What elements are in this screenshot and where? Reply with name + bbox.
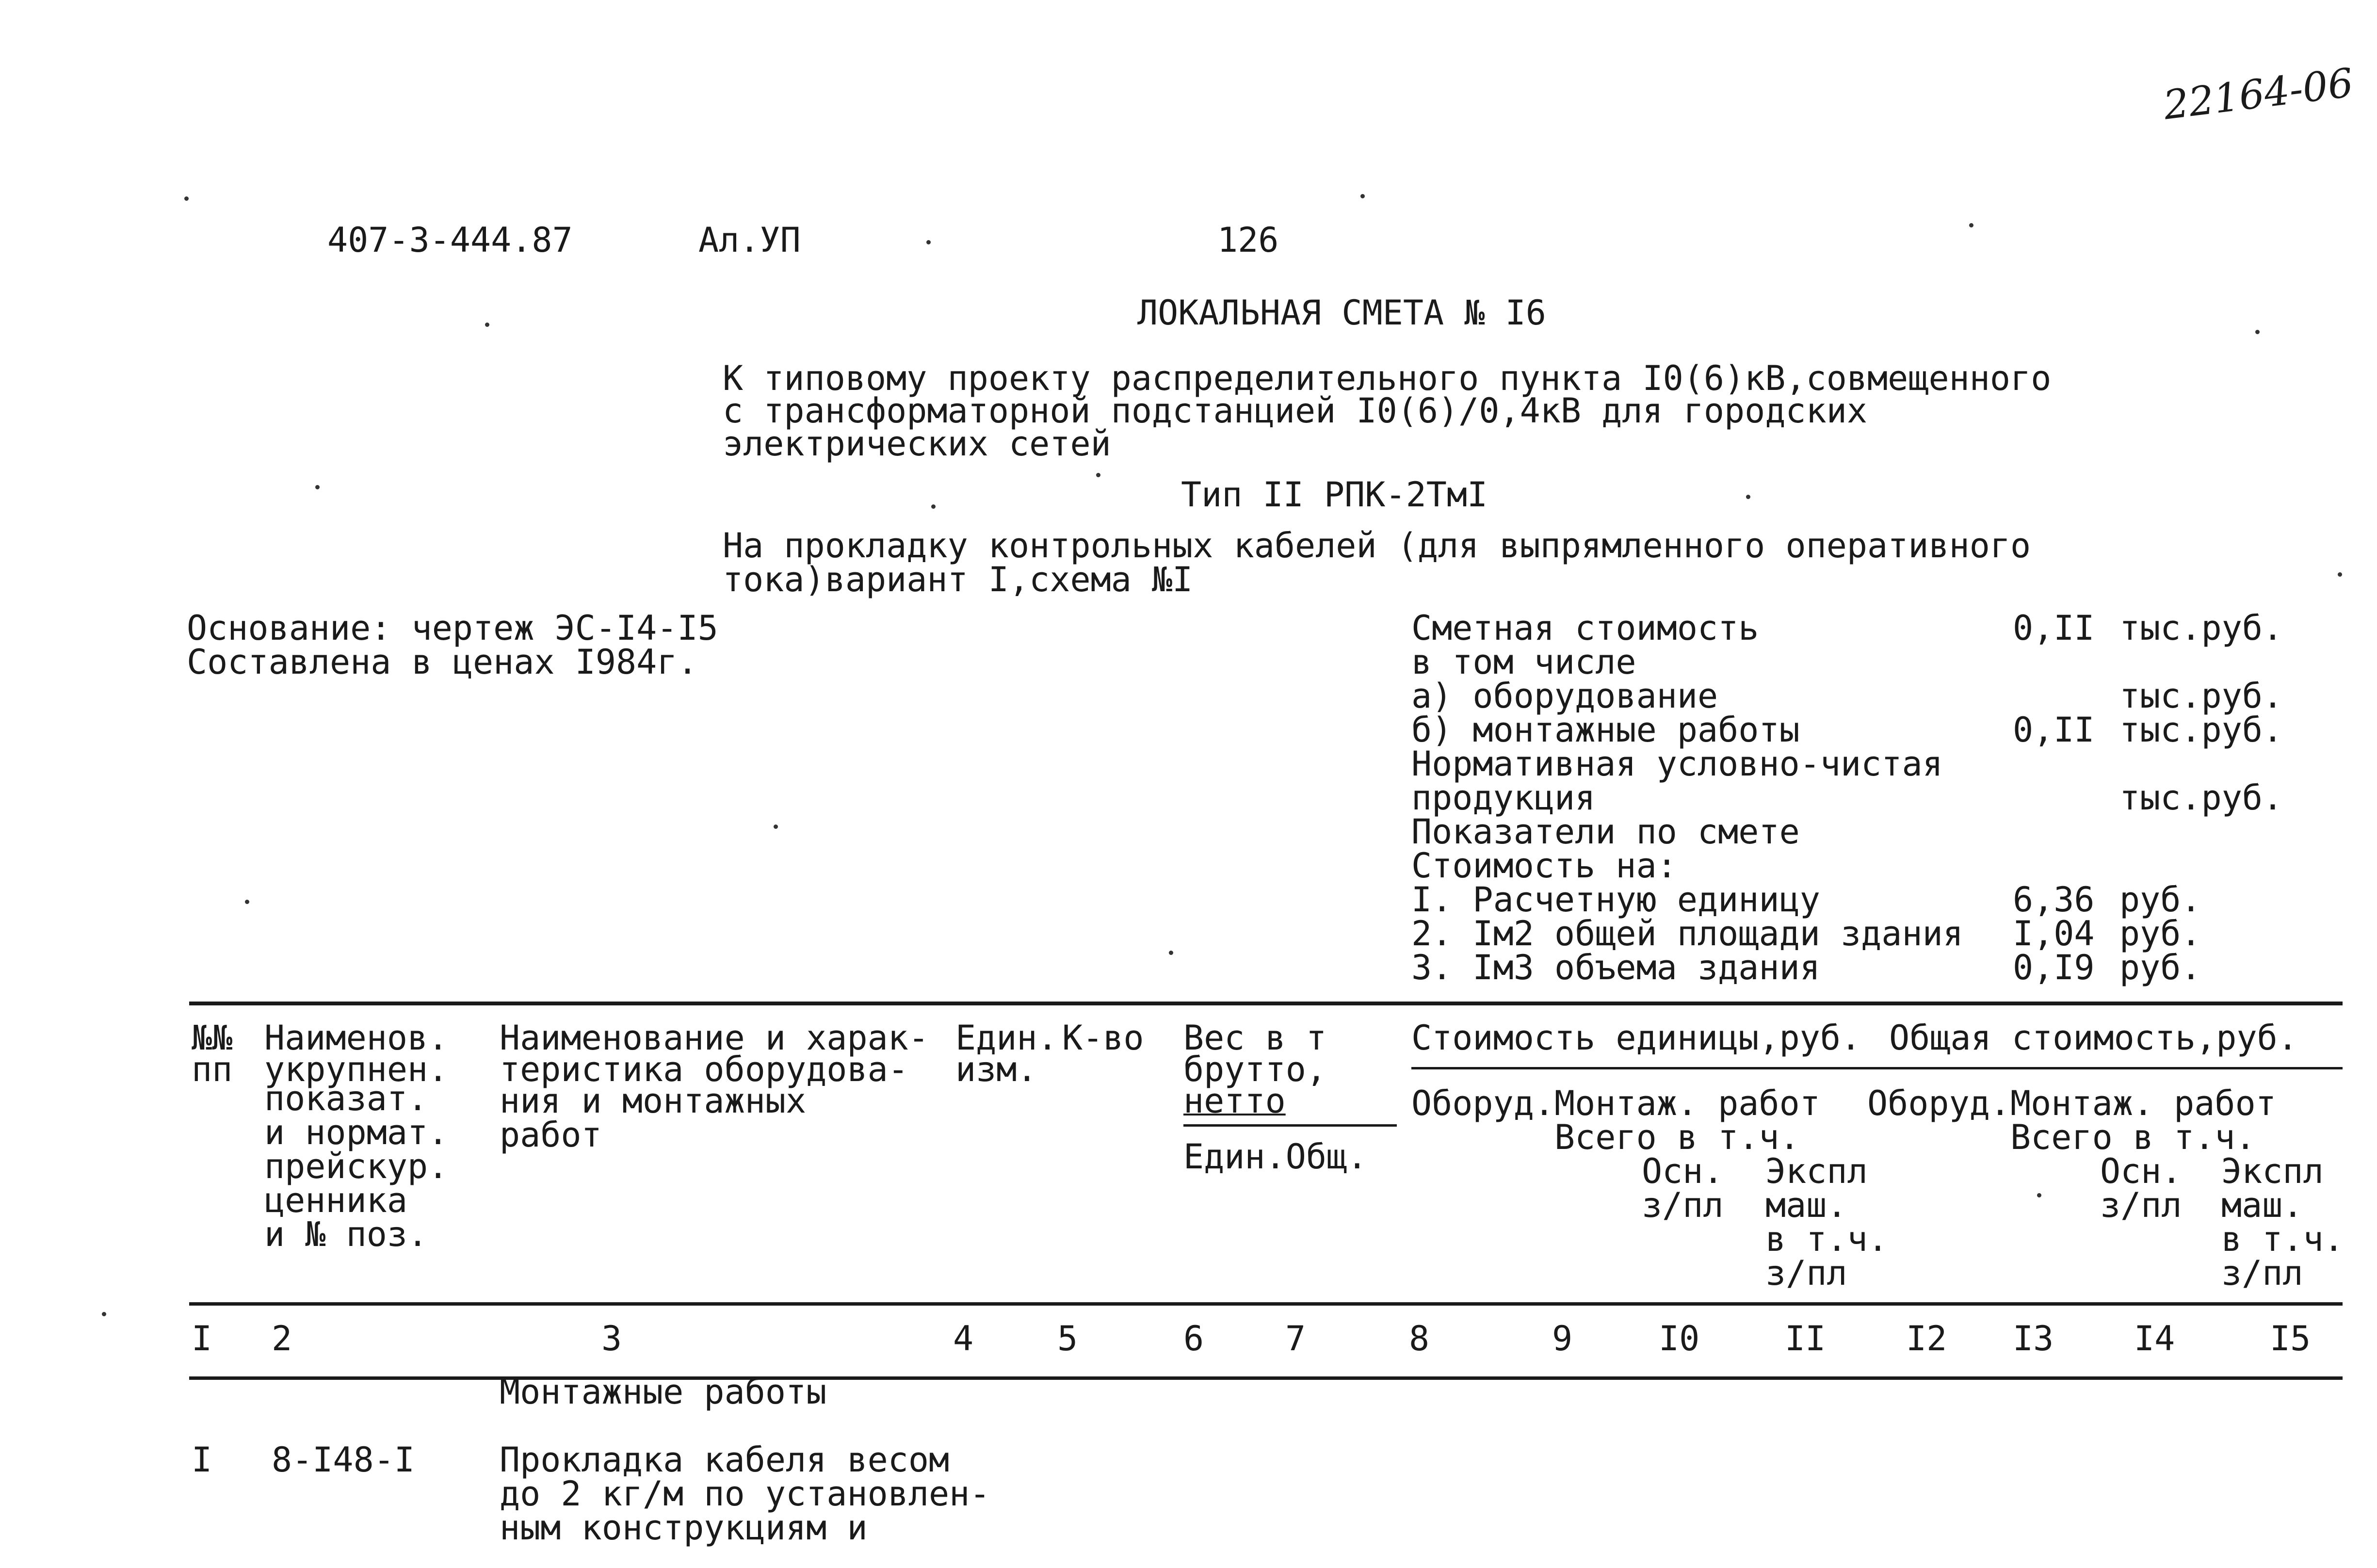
subtitle-line-3: электрических сетей	[723, 424, 1111, 464]
purpose-line-1: На прокладку контрольных кабелей (для выпрямленного оперативного	[723, 526, 2031, 566]
total-installation-header: Монтаж. работ	[2010, 1083, 2276, 1123]
per-m2-label: 2. Iм2 общей площади здания	[1411, 914, 1963, 954]
normative-unit: тыс.руб.	[2119, 778, 2283, 818]
weight-underline	[1183, 1124, 1397, 1127]
table-top-rule	[189, 1002, 2343, 1005]
cost-per-label: Стоимость на:	[1411, 846, 1677, 886]
equipment-unit: тыс.руб.	[2119, 676, 2283, 716]
unit-installation-header: Монтаж. работ	[1554, 1083, 1820, 1123]
including-label: в том числе	[1411, 642, 1636, 682]
total-basic-wage-line2: з/пл	[2100, 1185, 2182, 1225]
equipment-label: а) оборудование	[1411, 676, 1718, 716]
subtitle-line-2: с трансформаторной подстанцией I0(6)/0,4кВ для городских	[723, 391, 1868, 431]
document-code: 407-3-444.87	[327, 220, 573, 260]
per-m3-label: 3. Iм3 объема здания	[1411, 948, 1820, 987]
colnum-8: 8	[1409, 1319, 1430, 1358]
colnum-3: 3	[601, 1319, 622, 1358]
unit-machine-line1: Экспл	[1765, 1151, 1868, 1191]
col1-header-line2: пп	[192, 1050, 233, 1089]
unit-basic-wage-line2: з/пл	[1642, 1185, 1724, 1225]
installation-label: б) монтажные работы	[1411, 710, 1800, 750]
colnum-15: I5	[2270, 1319, 2311, 1358]
col3-header-line4: работ	[500, 1115, 602, 1155]
per-m3-unit: руб.	[2119, 948, 2201, 987]
per-unit-unit: руб.	[2119, 880, 2201, 920]
col3-header-line2: теристика оборудова-	[500, 1050, 908, 1089]
normative-label-1: Нормативная условно-чистая	[1411, 744, 1943, 784]
section-title: Монтажные работы	[500, 1372, 827, 1412]
scan-speck	[102, 1312, 106, 1316]
total-total-incl-header: Всего в т.ч.	[2010, 1117, 2256, 1157]
unit-machine-line3: в т.ч.	[1765, 1219, 1888, 1259]
scan-speck	[1096, 473, 1100, 477]
scan-speck	[1969, 223, 1973, 227]
estimated-cost-value: 0,II	[2013, 608, 2095, 648]
per-m2-value: I,04	[2013, 914, 2095, 954]
weight-header-line2: брутто,	[1183, 1050, 1327, 1089]
col2-header-line7: и № поз.	[264, 1214, 428, 1254]
indicators-label: Показатели по смете	[1411, 812, 1800, 852]
type-line: Тип II РПК-2ТмI	[1181, 475, 1488, 515]
scan-speck	[485, 323, 489, 327]
row-number: I	[192, 1440, 212, 1480]
scan-speck	[245, 900, 249, 904]
colnum-11: II	[1785, 1319, 1826, 1358]
per-m3-value: 0,I9	[2013, 948, 2095, 987]
weight-header-line3: нетто	[1183, 1081, 1286, 1121]
per-unit-label: I. Расчетную единицу	[1411, 880, 1820, 920]
colnum-4: 4	[953, 1319, 974, 1358]
colnum-9: 9	[1552, 1319, 1573, 1358]
total-cost-title: Общая стоимость,руб.	[1889, 1018, 2298, 1058]
colnum-1: I	[192, 1319, 212, 1358]
unit-cost-title: Стоимость единицы,руб.	[1411, 1018, 1861, 1058]
estimated-cost-unit: тыс.руб.	[2119, 608, 2283, 648]
per-m2-unit: руб.	[2119, 914, 2201, 954]
estimated-cost-label: Сметная стоимость	[1411, 608, 1759, 648]
total-machine-line4: з/пл	[2221, 1253, 2303, 1293]
scan-speck	[2255, 330, 2260, 334]
weight-subheader: Един.Общ.	[1183, 1137, 1368, 1177]
col2-header-line4: и нормат.	[264, 1113, 449, 1152]
unit-equipment-header: Оборуд.	[1411, 1083, 1555, 1123]
scan-speck	[184, 196, 189, 201]
page-number: 126	[1217, 220, 1279, 260]
scan-speck	[774, 824, 778, 829]
col2-header-line3: показат.	[264, 1079, 428, 1118]
basis-drawing: Основание: чертеж ЭС-I4-I5	[187, 608, 718, 648]
unit-machine-line4: з/пл	[1765, 1253, 1847, 1293]
col3-header-line3: ния и монтажных	[500, 1081, 807, 1121]
estimate-title: ЛОКАЛЬНАЯ СМЕТА № I6	[1137, 293, 1546, 333]
subtitle-line-1: К типовому проекту распределительного пункта I0(6)кВ,совмещенного	[723, 358, 2052, 398]
scan-speck	[931, 504, 936, 509]
scan-speck	[926, 240, 931, 244]
total-machine-line1: Экспл	[2221, 1151, 2324, 1191]
total-basic-wage-line1: Осн.	[2100, 1151, 2182, 1191]
colnum-2: 2	[272, 1319, 292, 1358]
scan-speck	[315, 485, 320, 489]
weight-header-line1: Вес в т	[1183, 1018, 1327, 1058]
colnum-6: 6	[1183, 1319, 1204, 1358]
col2-header-line6: ценника	[264, 1180, 408, 1220]
colnum-14: I4	[2134, 1319, 2175, 1358]
colnum-7: 7	[1285, 1319, 1306, 1358]
col4-header-line2: изм.	[955, 1050, 1037, 1089]
scan-speck	[1169, 951, 1173, 955]
album-number: Ал.УП	[698, 220, 801, 260]
row-description-line3: ным конструкциям и	[500, 1508, 868, 1548]
purpose-line-2: тока)вариант I,схема №I	[723, 560, 1193, 599]
scan-speck	[2037, 1193, 2041, 1197]
col4-header-line1: Един.	[955, 1018, 1058, 1058]
col5-header: К-во	[1062, 1018, 1144, 1058]
col1-header-line1: №№	[192, 1018, 233, 1058]
header-bottom-rule	[189, 1302, 2343, 1306]
installation-value: 0,II	[2013, 710, 2095, 750]
unit-basic-wage-line1: Осн.	[1642, 1151, 1724, 1191]
col3-header-line1: Наименование и харак-	[500, 1018, 929, 1058]
row-description-line1: Прокладка кабеля весом	[500, 1440, 950, 1480]
cost-header-rule	[1411, 1067, 2343, 1069]
row-code: 8-I48-I	[272, 1440, 415, 1480]
colnum-13: I3	[2013, 1319, 2054, 1358]
total-equipment-header: Оборуд.	[1867, 1083, 2011, 1123]
unit-total-incl-header: Всего в т.ч.	[1554, 1117, 1800, 1157]
basis-prices: Составлена в ценах I984г.	[187, 642, 698, 682]
col2-header-line5: прейскур.	[264, 1147, 449, 1186]
colnum-12: I2	[1906, 1319, 1947, 1358]
total-machine-line2: маш.	[2221, 1185, 2303, 1225]
col2-header-line2: укрупнен.	[264, 1050, 449, 1089]
scan-speck	[2338, 572, 2342, 577]
installation-unit: тыс.руб.	[2119, 710, 2283, 750]
handwritten-number: 22164-06	[2161, 60, 2356, 129]
total-machine-line3: в т.ч.	[2221, 1219, 2344, 1259]
col2-header-line1: Наименов.	[264, 1018, 449, 1058]
colnum-5: 5	[1057, 1319, 1078, 1358]
per-unit-value: 6,36	[2013, 880, 2095, 920]
normative-label-2: продукция	[1411, 778, 1596, 818]
row-description-line2: до 2 кг/м по установлен-	[500, 1474, 990, 1514]
unit-machine-line2: маш.	[1765, 1185, 1847, 1225]
colnum-10: I0	[1659, 1319, 1700, 1358]
scan-speck	[1746, 495, 1750, 499]
scan-speck	[1360, 194, 1365, 198]
